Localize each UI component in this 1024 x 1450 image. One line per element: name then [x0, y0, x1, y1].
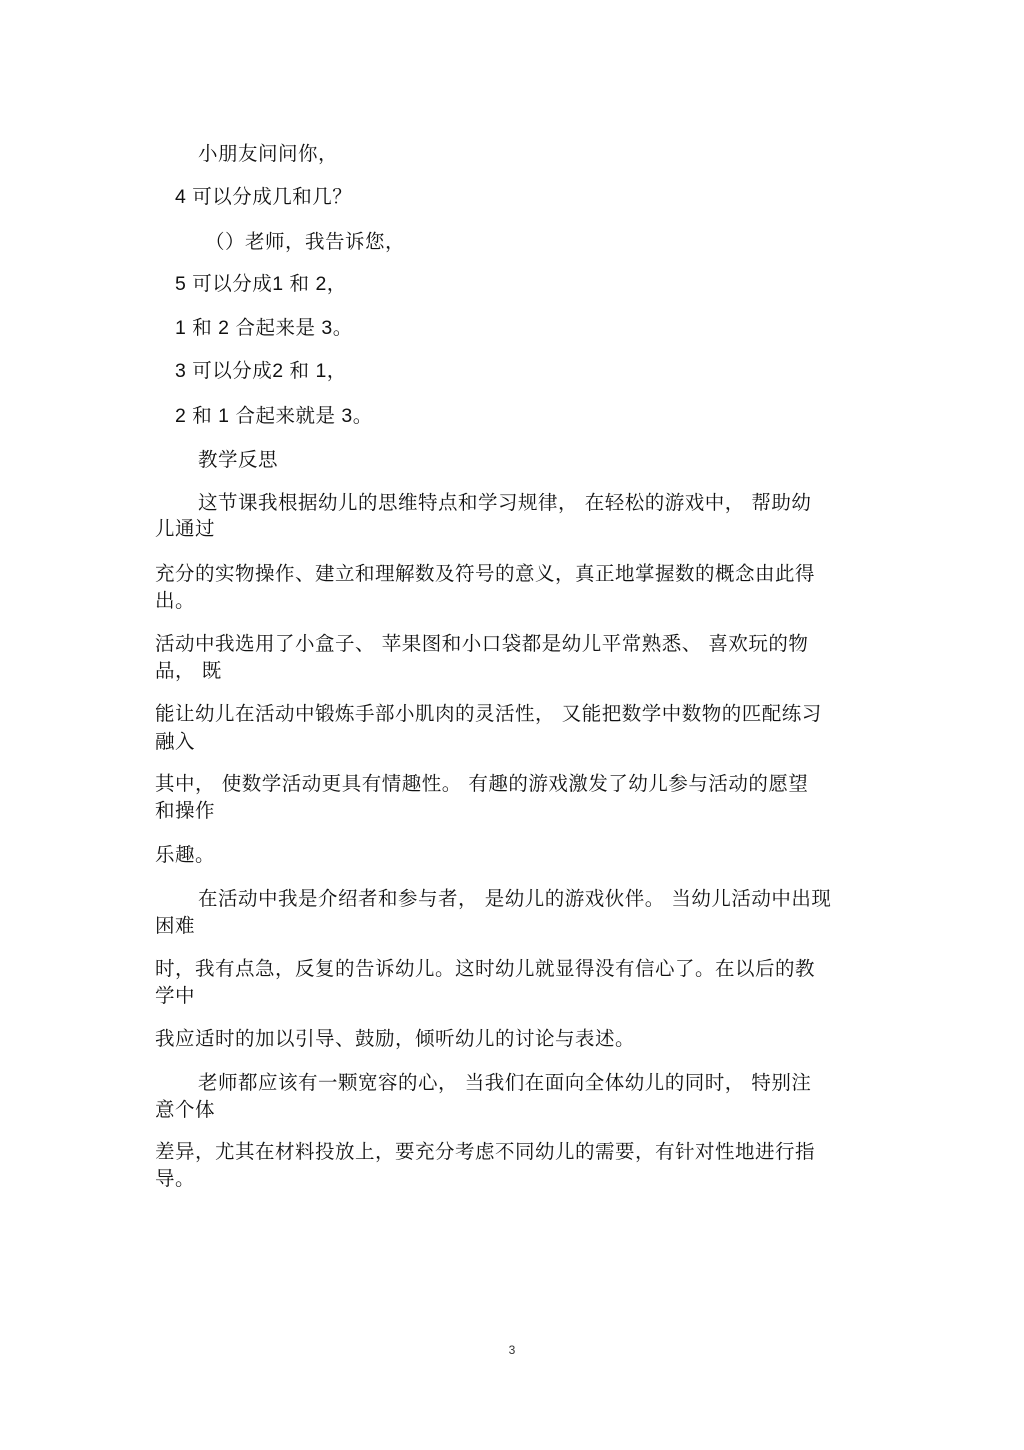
- paragraph-11-line-1: 差异，尤其在材料投放上，要充分考虑不同幼儿的需要，有针对性地进行指: [155, 1140, 816, 1163]
- paragraph-2-line-2: 出。: [155, 589, 196, 612]
- paragraph-1-line-1: 这节课我根据幼儿的思维特点和学习规律， 在轻松的游戏中， 帮助幼: [198, 491, 812, 514]
- paragraph-9-line-1: 我应适时的加以引导、鼓励，倾听幼儿的讨论与表述。: [155, 1027, 636, 1050]
- verse-line-4: 5 可以分成1 和 2，: [175, 273, 347, 295]
- paragraph-6-line-1: 乐趣。: [155, 843, 216, 866]
- paragraph-1-line-2: 儿通过: [155, 517, 216, 540]
- paragraph-7-line-1: 在活动中我是介绍者和参与者， 是幼儿的游戏伙伴。 当幼儿活动中出现: [198, 887, 832, 910]
- verse-line-3: （）老师，我告诉您，: [205, 230, 406, 253]
- verse-line-2: 4 可以分成几和几？: [175, 186, 353, 208]
- page-number: 3: [508, 1343, 516, 1357]
- paragraph-5-line-1: 其中， 使数学活动更具有情趣性。 有趣的游戏激发了幼儿参与活动的愿望: [155, 772, 809, 795]
- paragraph-10-line-2: 意个体: [155, 1098, 216, 1121]
- verse-line-7: 2 和 1 合起来就是 3。: [175, 405, 373, 427]
- section-title: 教学反思: [198, 448, 279, 471]
- paragraph-7-line-2: 困难: [155, 914, 196, 937]
- verse-line-1: 小朋友问问你，: [198, 142, 339, 165]
- paragraph-8-line-2: 学中: [155, 984, 196, 1007]
- paragraph-11-line-2: 导。: [155, 1167, 196, 1190]
- verse-line-6: 3 可以分成2 和 1，: [175, 360, 347, 382]
- paragraph-3-line-1: 活动中我选用了小盒子、 苹果图和小口袋都是幼儿平常熟悉、 喜欢玩的物: [155, 632, 809, 655]
- paragraph-10-line-1: 老师都应该有一颗宽容的心， 当我们在面向全体幼儿的同时， 特别注: [198, 1071, 812, 1094]
- paragraph-2-line-1: 充分的实物操作、建立和理解数及符号的意义，真正地掌握数的概念由此得: [155, 562, 816, 585]
- paragraph-8-line-1: 时，我有点急，反复的告诉幼儿。这时幼儿就显得没有信心了。在以后的教: [155, 957, 816, 980]
- paragraph-4-line-2: 融入: [155, 730, 196, 753]
- verse-line-5: 1 和 2 合起来是 3。: [175, 317, 353, 339]
- paragraph-4-line-1: 能让幼儿在活动中锻炼手部小肌肉的灵活性， 又能把数学中数物的匹配练习: [155, 702, 822, 725]
- paragraph-3-line-2: 品， 既: [155, 659, 222, 682]
- paragraph-5-line-2: 和操作: [155, 799, 216, 822]
